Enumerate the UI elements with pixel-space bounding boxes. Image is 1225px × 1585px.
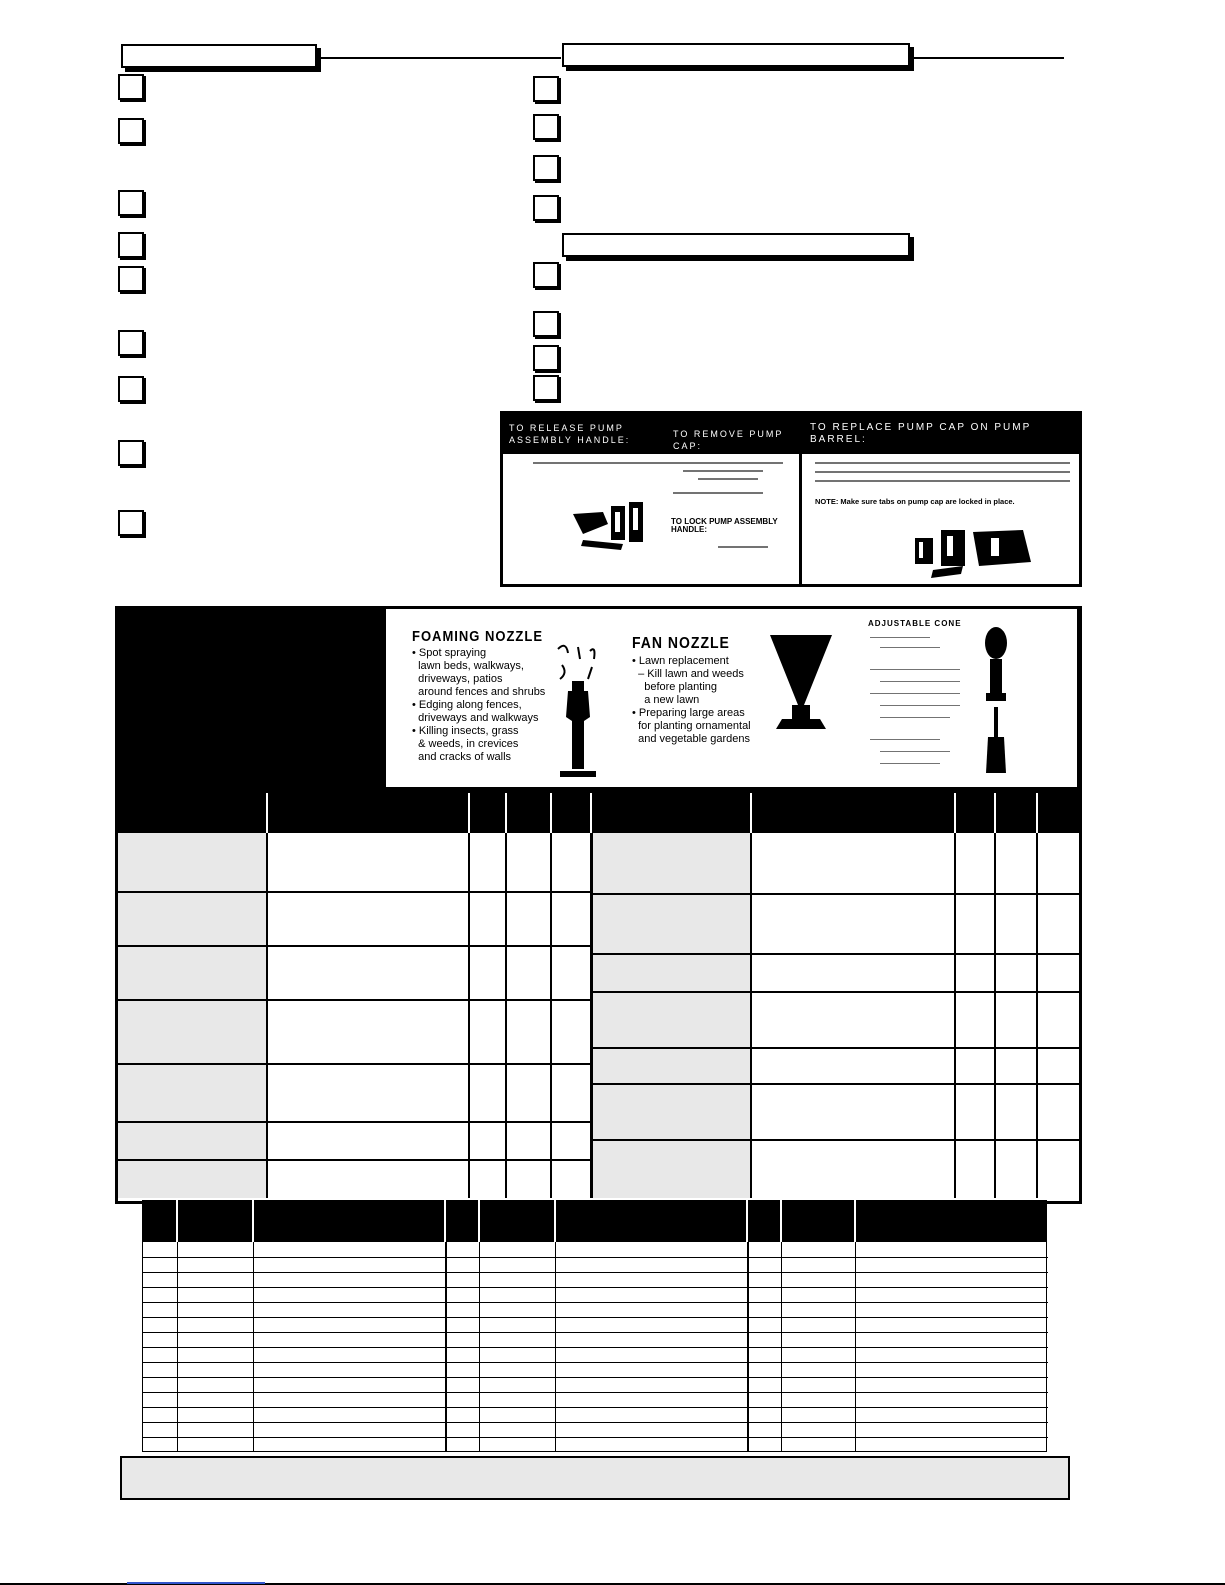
log-header-sep <box>854 1200 856 1242</box>
header-sep <box>550 793 552 833</box>
log-header-sep <box>444 1200 446 1242</box>
checkbox-left-6[interactable] <box>118 330 144 356</box>
log-col-line <box>747 1242 749 1452</box>
checkbox-left-9[interactable] <box>118 510 144 536</box>
header-sep <box>468 793 470 833</box>
foaming-nozzle-uses: • Spot spraying lawn beds, walkways, driveways, patios around fences and shrubs • Edging along fences, driveways and walkways • Killing insects, grass & weeds, in crevices and cracks of walls <box>412 647 546 763</box>
table-row-line <box>592 1083 1079 1085</box>
table-row-label <box>118 893 266 945</box>
foaming-nozzle-title: FOAMING NOZZLE <box>412 627 543 645</box>
table-row-line <box>592 953 1079 955</box>
adjustable-cone-title: ADJUSTABLE CONE <box>868 619 962 628</box>
log-col-line <box>479 1242 480 1452</box>
nozzle-guide-content <box>386 609 1077 787</box>
section-header-right <box>562 43 910 67</box>
header-sep <box>505 793 507 833</box>
adjustable-text-line <box>870 693 960 694</box>
adjustable-text-line <box>880 647 940 648</box>
checkbox-left-3[interactable] <box>118 190 144 216</box>
log-col-line <box>253 1242 254 1452</box>
table-row-label <box>118 947 266 999</box>
checkbox-right-2[interactable] <box>533 114 559 140</box>
table-row-line <box>118 999 590 1001</box>
checkbox-right-4[interactable] <box>533 195 559 221</box>
checkbox-left-8[interactable] <box>118 440 144 466</box>
header-sep <box>1036 793 1038 833</box>
table-row-label <box>592 955 750 991</box>
log-header-sep <box>478 1200 480 1242</box>
table-row-line <box>592 1139 1079 1141</box>
checkbox-left-2[interactable] <box>118 118 144 144</box>
table-row-label <box>592 1085 750 1139</box>
table-col-line <box>590 833 593 1198</box>
table-row-label <box>592 993 750 1047</box>
table-row-line <box>118 1121 590 1123</box>
release-handle-heading: TO RELEASE PUMP ASSEMBLY HANDLE: <box>509 423 631 445</box>
checkbox-left-4[interactable] <box>118 232 144 258</box>
log-header-sep <box>252 1200 254 1242</box>
log-col-line <box>177 1242 178 1452</box>
checkbox-right-3[interactable] <box>533 155 559 181</box>
adjustable-text-line <box>880 763 940 764</box>
section-header-right-2 <box>562 233 910 257</box>
adjustable-text-line <box>870 669 960 670</box>
table-col-line <box>994 833 996 1198</box>
fan-nozzle-icon <box>766 631 836 731</box>
table-col-line <box>468 833 470 1198</box>
checkbox-left-5[interactable] <box>118 266 144 292</box>
table-row-line <box>592 991 1079 993</box>
log-row-line <box>143 1347 1048 1348</box>
fan-nozzle-uses: • Lawn replacement – Kill lawn and weeds before planting a new lawn • Preparing large areas for planting ornamental and vegetable gardens <box>632 655 751 745</box>
log-row-line <box>143 1407 1048 1408</box>
instructions-header-right <box>802 414 1079 454</box>
instruction-text-line <box>683 470 763 472</box>
checkbox-right-6[interactable] <box>533 311 559 337</box>
table-col-line <box>954 833 956 1198</box>
instruction-text-line <box>718 546 768 548</box>
checkbox-right-5[interactable] <box>533 262 559 288</box>
log-header-sep <box>746 1200 748 1242</box>
log-row-line <box>143 1287 1048 1288</box>
table-row-label <box>118 1123 266 1159</box>
adjustable-text-line <box>880 717 950 718</box>
table-row-line <box>592 893 1079 895</box>
header-sep <box>750 793 752 833</box>
pump-handle-illustration <box>563 494 663 554</box>
header-sep <box>954 793 956 833</box>
table-row-label <box>592 1141 750 1198</box>
log-row-line <box>143 1257 1048 1258</box>
log-table-body <box>142 1242 1047 1452</box>
cap-note: NOTE: Make sure tabs on pump cap are locked in place. <box>815 497 1015 506</box>
adjustable-text-line <box>880 705 960 706</box>
log-header-sep <box>176 1200 178 1242</box>
table-col-line <box>550 833 552 1198</box>
log-table <box>142 1200 1047 1452</box>
adjustable-text-line <box>870 739 940 740</box>
main-table-header <box>118 793 1079 833</box>
log-col-line <box>555 1242 556 1452</box>
log-col-line <box>855 1242 856 1452</box>
instruction-text-line <box>815 480 1070 482</box>
header-rule-left <box>318 57 561 59</box>
adjustable-text-line <box>880 751 950 752</box>
header-sep <box>266 793 268 833</box>
instruction-text-line <box>533 462 783 464</box>
instruction-text-line <box>698 478 758 480</box>
instruction-text-line <box>673 492 763 494</box>
log-row-line <box>143 1362 1048 1363</box>
table-col-line <box>505 833 507 1198</box>
table-row-line <box>592 1047 1079 1049</box>
footer-box <box>120 1456 1070 1500</box>
header-sep <box>590 793 592 833</box>
table-row-label <box>592 1049 750 1083</box>
foaming-nozzle-icon <box>548 639 608 781</box>
pump-instructions-panel <box>500 411 1082 587</box>
instructions-header-left <box>503 414 799 454</box>
log-row-line <box>143 1422 1048 1423</box>
checkbox-right-1[interactable] <box>533 76 559 102</box>
page-link-underline[interactable] <box>127 1582 265 1584</box>
section-header-left <box>121 44 317 68</box>
table-col-line <box>750 833 752 1198</box>
adjustable-text-line <box>870 637 930 638</box>
header-sep <box>994 793 996 833</box>
checkbox-right-8[interactable] <box>533 375 559 401</box>
table-row-label <box>118 1161 266 1198</box>
table-row-line <box>118 891 590 893</box>
log-row-line <box>143 1272 1048 1273</box>
adjustable-text-line <box>880 681 960 682</box>
table-row-label <box>118 1065 266 1121</box>
log-row-line <box>143 1437 1048 1438</box>
log-col-line <box>445 1242 447 1452</box>
log-row-line <box>143 1392 1048 1393</box>
pump-cap-illustration <box>913 522 1043 582</box>
fan-nozzle-title: FAN NOZZLE <box>632 633 730 652</box>
log-row-line <box>143 1317 1048 1318</box>
adjustable-cone-icon <box>976 623 1016 783</box>
instruction-text-line <box>815 462 1070 464</box>
checkbox-left-1[interactable] <box>118 74 144 100</box>
table-row-label <box>592 833 750 893</box>
log-row-line <box>143 1332 1048 1333</box>
instruction-text-line <box>815 471 1070 473</box>
log-row-line <box>143 1302 1048 1303</box>
table-col-line <box>266 833 268 1198</box>
replace-cap-heading: TO REPLACE PUMP CAP ON PUMP BARREL: <box>810 422 1032 445</box>
table-row-label <box>118 833 266 891</box>
nozzle-guide-panel <box>115 606 1082 790</box>
log-header-sep <box>554 1200 556 1242</box>
remove-cap-heading: TO REMOVE PUMP CAP: <box>673 429 784 451</box>
table-col-line <box>1036 833 1038 1198</box>
header-rule-right <box>912 57 1064 59</box>
table-row-label <box>118 1001 266 1063</box>
table-row-line <box>118 1159 590 1161</box>
log-table-header <box>142 1200 1047 1242</box>
table-row-label <box>592 895 750 953</box>
log-row-line <box>143 1377 1048 1378</box>
log-header-sep <box>780 1200 782 1242</box>
table-row-line <box>118 945 590 947</box>
table-row-line <box>118 1063 590 1065</box>
checkbox-right-7[interactable] <box>533 345 559 371</box>
checkbox-left-7[interactable] <box>118 376 144 402</box>
main-table <box>115 790 1082 1204</box>
lock-handle-label: TO LOCK PUMP ASSEMBLY HANDLE: <box>671 517 778 534</box>
log-col-line <box>781 1242 782 1452</box>
